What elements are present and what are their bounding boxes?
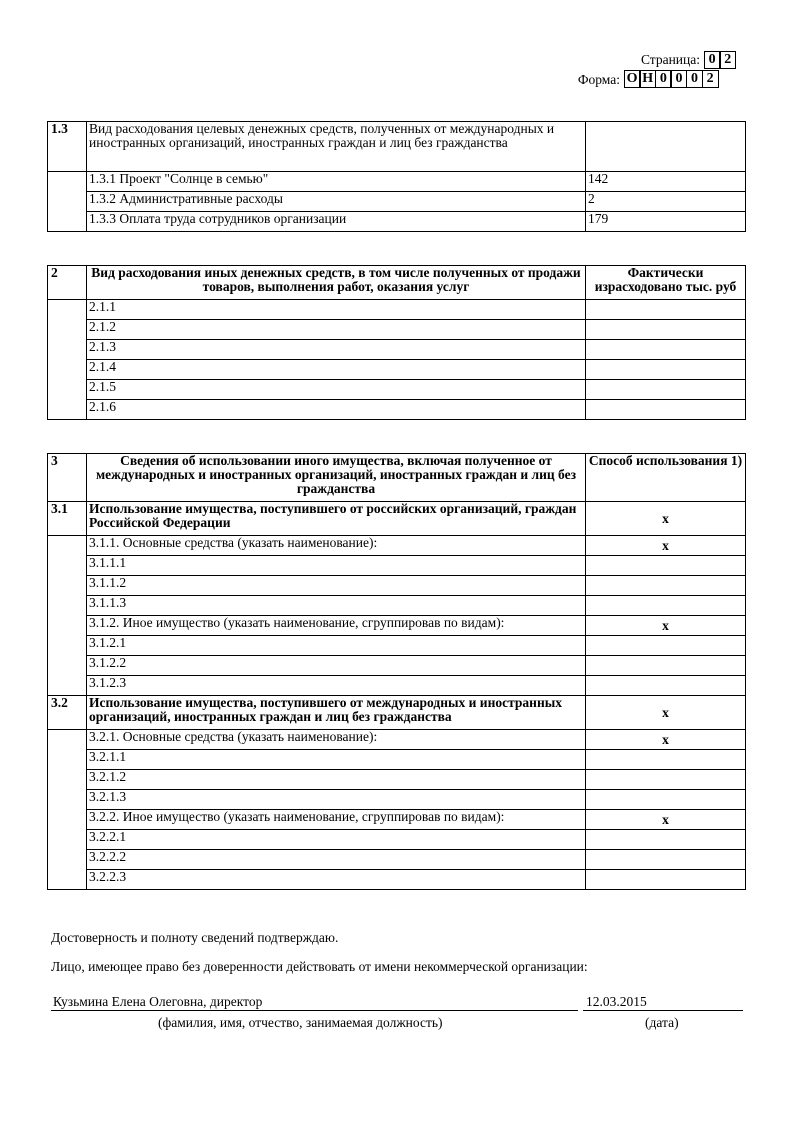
section-number: 2 — [48, 266, 87, 300]
row-label: 3.2.2.2 — [87, 850, 586, 870]
blank-cell — [48, 300, 87, 420]
row-label: 3.2.1.1 — [87, 750, 586, 770]
x-mark: x — [586, 616, 746, 636]
row-label: 3.1.1.3 — [87, 596, 586, 616]
date-underline — [583, 1010, 743, 1011]
row-label: 2.1.6 — [87, 400, 586, 420]
row-value — [586, 576, 746, 596]
row-label: 3.1.1.2 — [87, 576, 586, 596]
row-value — [586, 770, 746, 790]
page-digit: 0 — [704, 51, 721, 69]
date-caption: (дата) — [645, 1015, 679, 1030]
row-value — [586, 556, 746, 576]
row-label: 3.1.2.2 — [87, 656, 586, 676]
section-title: Вид расходования иных денежных средств, в том числе полученных от продажи товаров, выполнения работ, оказания услуг — [87, 266, 586, 300]
subsection-title: Использование имущества, поступившего от международных и иностранных организаций, иностранных граждан и лиц без гражданства — [87, 696, 586, 730]
row-label: 2.1.5 — [87, 380, 586, 400]
row-label: 3.2.2.3 — [87, 870, 586, 890]
blank-cell — [48, 536, 87, 696]
page-number-cells — [705, 51, 736, 69]
signature-date: 12.03.2015 — [586, 994, 647, 1009]
column-header: Способ использования 1) — [586, 454, 746, 502]
signer-name: Кузьмина Елена Олеговна, директор — [53, 994, 263, 1009]
row-value — [586, 830, 746, 850]
row-value — [586, 676, 746, 696]
section-2-table — [47, 265, 746, 420]
section-title: Вид расходования целевых денежных средств, полученных от международных и иностранных организаций, иностранных граждан и лиц без гражданства — [87, 122, 586, 172]
row-label: 3.1.2.3 — [87, 676, 586, 696]
value-cell — [586, 122, 746, 172]
row-value — [586, 380, 746, 400]
form-char: О — [624, 70, 641, 88]
row-value — [586, 870, 746, 890]
blank-cell — [48, 172, 87, 232]
page-digit: 2 — [719, 51, 736, 69]
form-char: 2 — [702, 70, 719, 88]
row-label: 3.2.1. Основные средства (указать наименование): — [87, 730, 586, 750]
row-label: 2.1.1 — [87, 300, 586, 320]
row-label: 3.2.1.2 — [87, 770, 586, 790]
row-value — [586, 656, 746, 676]
row-label: 3.1.1.1 — [87, 556, 586, 576]
signer-caption: (фамилия, имя, отчество, занимаемая должность) — [158, 1015, 443, 1030]
section-title: Сведения об использовании иного имущества, включая полученное от международных и иностранных организаций, иностранных граждан и лиц без гражданства — [87, 454, 586, 502]
x-mark: x — [586, 730, 746, 750]
row-value: 2 — [586, 192, 746, 212]
form-char: 0 — [655, 70, 672, 88]
row-label: 3.2.1.3 — [87, 790, 586, 810]
row-value — [586, 790, 746, 810]
subsection-number: 3.2 — [48, 696, 87, 730]
row-label: 3.2.2. Иное имущество (указать наименование, сгруппировав по видам): — [87, 810, 586, 830]
form-label: Форма: — [577, 72, 620, 87]
subsection-title: Использование имущества, поступившего от российских организаций, граждан Российской Федерации — [87, 502, 586, 536]
form-code-cells — [625, 70, 719, 88]
row-value — [586, 400, 746, 420]
row-value — [586, 750, 746, 770]
column-header: Фактически израсходовано тыс. руб — [586, 266, 746, 300]
row-label: 3.1.1. Основные средства (указать наименование): — [87, 536, 586, 556]
x-mark: x — [586, 810, 746, 830]
signer-underline — [51, 1010, 578, 1011]
row-label: 3.1.2. Иное имущество (указать наименование, сгруппировав по видам): — [87, 616, 586, 636]
section-number: 1.3 — [48, 122, 87, 172]
row-value: 179 — [586, 212, 746, 232]
subsection-number: 3.1 — [48, 502, 87, 536]
x-mark: x — [586, 696, 746, 730]
page-label: Страница: — [640, 52, 700, 67]
form-char: 0 — [686, 70, 703, 88]
row-value — [586, 300, 746, 320]
x-mark: x — [586, 502, 746, 536]
row-value: 142 — [586, 172, 746, 192]
authorized-person-text: Лицо, имеющее право без доверенности действовать от имени некоммерческой организации: — [51, 959, 588, 974]
row-label: 2.1.2 — [87, 320, 586, 340]
section-3-table — [47, 453, 746, 890]
form-char: Н — [639, 70, 656, 88]
row-label: 1.3.1 Проект "Солнце в семью" — [87, 172, 586, 192]
row-value — [586, 320, 746, 340]
row-value — [586, 596, 746, 616]
row-value — [586, 340, 746, 360]
row-label: 2.1.4 — [87, 360, 586, 380]
row-label: 3.2.2.1 — [87, 830, 586, 850]
row-label: 1.3.2 Административные расходы — [87, 192, 586, 212]
row-label: 1.3.3 Оплата труда сотрудников организации — [87, 212, 586, 232]
row-label: 2.1.3 — [87, 340, 586, 360]
row-value — [586, 636, 746, 656]
confirmation-text: Достоверность и полноту сведений подтверждаю. — [51, 930, 339, 945]
section-number: 3 — [48, 454, 87, 502]
row-value — [586, 850, 746, 870]
row-label: 3.1.2.1 — [87, 636, 586, 656]
section-1-3-table — [47, 121, 746, 232]
row-value — [586, 360, 746, 380]
blank-cell — [48, 730, 87, 890]
x-mark: x — [586, 536, 746, 556]
form-char: 0 — [670, 70, 687, 88]
